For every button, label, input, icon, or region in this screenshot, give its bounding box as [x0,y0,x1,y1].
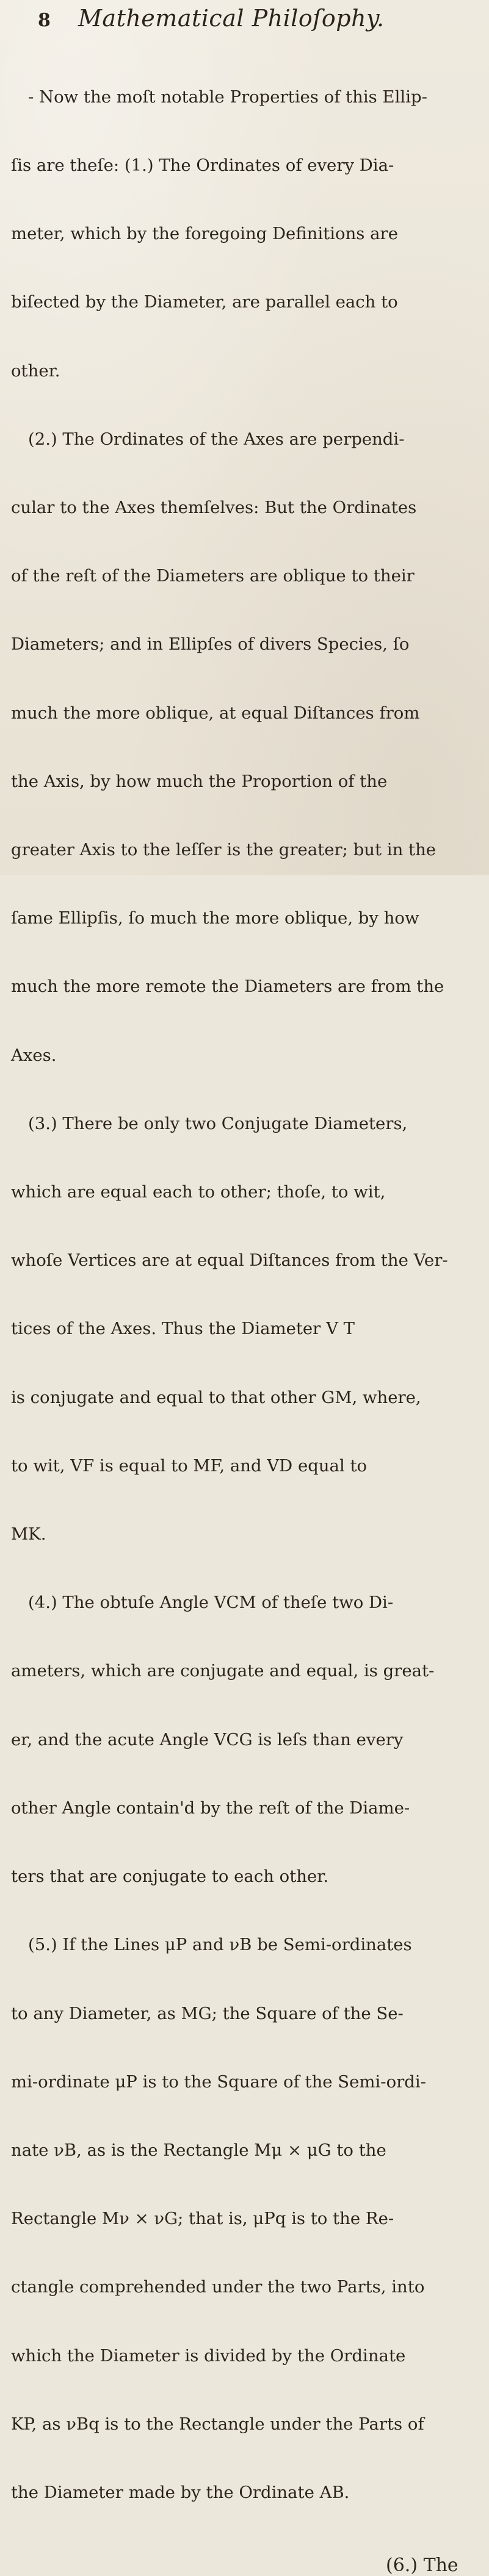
text-line: much the more remote the Diameters are from the [11,977,444,997]
running-head: Mathematical Philoſophy. [78,5,385,32]
page-header [11,5,473,38]
text-line: ſame Ellipſis, ſo much the more oblique, by how [11,908,419,928]
text-line: ters that are conjugate to each other. [11,1867,329,1887]
text-line: other Angle contain'd by the reſt of the Diame- [11,1798,410,1818]
text-line: er, and the acute Angle VCG is leſs than every [11,1729,404,1749]
text-line: - Now the moſt notable Properties of this Ellip- [28,87,427,107]
text-line: ameters, which are conjugate and equal, is great- [11,1661,435,1681]
page-number: 8 [38,10,51,31]
text-line: KP, as νBq is to the Rectangle under the Parts of [11,2414,424,2434]
text-line: other. [11,361,60,381]
text-line: which are equal each to other; thoſe, to wit, [11,1182,386,1202]
text-line: to wit, VF is equal to MF, and VD equal to [11,1455,368,1476]
text-line: MK. [11,1524,46,1545]
text-line: nate νB, as is the Rectangle Mμ × μG to the [11,2140,386,2160]
text-line: (4.) The obtuſe Angle VCM of theſe two Di- [28,1593,394,1613]
body-text [11,40,473,2550]
text-line: ctangle comprehended under the two Parts, into [11,2277,425,2297]
text-line: to any Diameter, as MG; the Square of the Se- [11,2003,404,2023]
text-line: Rectangle Mν × νG; that is, μPq is to the Re- [11,2209,394,2229]
text-line: cular to the Axes themſelves: But the Ordinates [11,498,417,518]
text-line: Diameters; and in Ellipſes of divers Species, ſo [11,634,410,655]
text-line: greater Axis to the leſſer is the greater; but in the [11,840,436,860]
text-line: meter, which by the foregoing Definitions are [11,224,398,244]
text-line: is conjugate and equal to that other GM, where, [11,1387,421,1407]
text-line: whoſe Vertices are at equal Diſtances from the Ver- [11,1250,448,1271]
text-line: (3.) There be only two Conjugate Diameters, [28,1113,408,1133]
text-line: which the Diameter is divided by the Ordinate [11,2345,406,2366]
catchword: (6.) The [386,2555,458,2576]
text-line: mi-ordinate μP is to the Square of the Semi-ordi- [11,2072,426,2092]
text-line: biſected by the Diameter, are parallel each to [11,292,398,312]
text-line: Axes. [11,1045,57,1065]
text-line: tices of the Axes. Thus the Diameter V T [11,1319,355,1339]
text-line: of the reſt of the Diameters are oblique to their [11,566,415,586]
text-line: the Diameter made by the Ordinate AB. [11,2482,350,2502]
text-line: the Axis, by how much the Proportion of the [11,771,388,791]
text-line: (2.) The Ordinates of the Axes are perpendi- [28,429,405,449]
text-line: ſis are theſe: (1.) The Ordinates of every Dia- [11,156,394,176]
text-line: much the more oblique, at equal Diſtances from [11,703,420,723]
text-line: (5.) If the Lines μP and νB be Semi-ordinates [28,1935,412,1955]
